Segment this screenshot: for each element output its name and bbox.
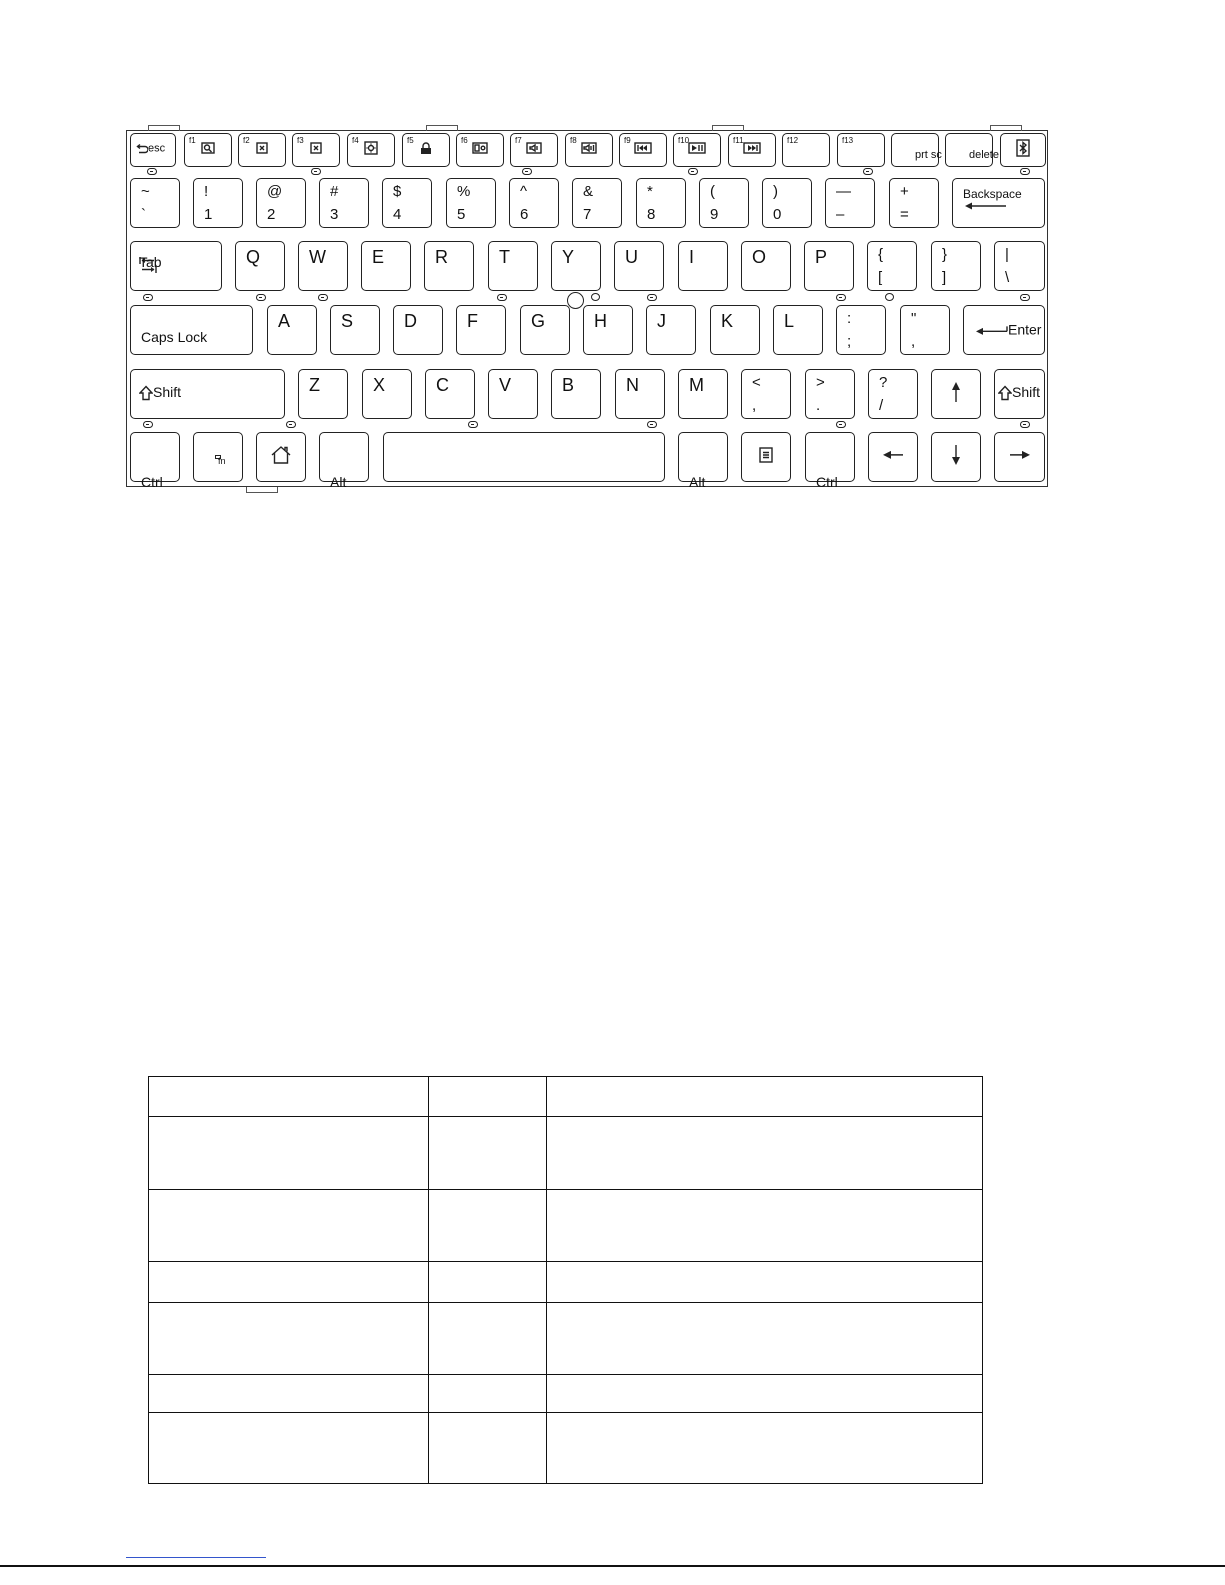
key-o [741,241,791,291]
table-row [149,1077,983,1117]
key-m [678,369,728,419]
table-row [149,1413,983,1484]
play-pause-icon [688,142,706,158]
key-content [950,381,962,407]
key-n [615,369,665,419]
key-content [759,447,773,467]
table-cell [429,1117,547,1190]
table-cell [149,1413,429,1484]
table-cell [547,1190,983,1262]
key-content [270,445,292,469]
key-letter: E [372,247,385,267]
key-symbol [446,178,496,228]
key-letter: Q [246,247,261,267]
key-e [361,241,411,291]
back-arrow-icon [136,144,148,154]
mount-nub [1020,168,1030,175]
key-letter: L [784,311,795,331]
mount-ring [885,293,894,301]
key-enter [963,305,1045,355]
key-l [773,305,823,355]
key-letter: A [278,311,291,331]
display-icon [472,142,488,158]
key-shift [130,369,285,419]
key-y [551,241,601,291]
key-base-symbol: – [836,206,845,223]
table-cell [149,1117,429,1190]
table-cell [547,1375,983,1413]
key-arrow-left [868,432,918,482]
x-box-icon [256,142,268,158]
next-track-icon [743,142,761,158]
x-box-icon [310,142,322,158]
key-home [256,432,306,482]
arrow-right-icon [1009,449,1031,465]
key-base-symbol: 4 [393,206,402,223]
frame-tab [246,487,278,493]
key-f5 [402,133,450,167]
home-icon [270,445,292,469]
key-base-symbol: 5 [457,206,466,223]
key-d [393,305,443,355]
key-base-symbol: 6 [520,206,529,223]
key-r [424,241,474,291]
x-box-icon [310,142,322,154]
shift-icon [139,385,153,401]
menu-icon [759,447,773,463]
left-long-arrow-icon [963,201,1007,213]
mount-nub [143,421,153,428]
key-letter: I [689,247,695,267]
enter-arrow-icon [974,326,1008,336]
arrow-right-icon [1009,449,1031,461]
key-f6 [456,133,504,167]
key-content [139,384,182,403]
key-v [488,369,538,419]
key-label: esc [148,142,166,155]
next-track-icon [743,142,761,154]
key-letter: N [626,375,639,395]
key-fn-label: f5 [407,136,414,145]
table-cell [547,1262,983,1303]
mount-nub [143,294,153,301]
key-symbol [900,305,950,355]
key-arrow-right [994,432,1045,482]
table-cell [547,1077,983,1117]
key-label: fn [218,456,226,466]
arrow-up-icon [950,381,962,403]
frame-tab [712,125,744,131]
key-label: Ctrl [141,474,163,490]
key-letter: X [373,375,386,395]
key-content [998,384,1041,403]
shift-icon [139,385,153,403]
table-row [149,1262,983,1303]
lock-icon [419,142,433,154]
brightness-icon [364,141,378,155]
key-symbol [762,178,812,228]
key-c [425,369,475,419]
key-content [215,455,226,466]
key-content [136,142,166,157]
key-letter: G [531,311,546,331]
key-shift-symbol: % [457,183,471,200]
menu-icon [759,447,773,467]
key-esc [130,133,176,167]
key-shift-symbol: # [330,183,339,200]
pointing-stick [567,292,584,309]
key-shift-symbol: & [583,183,594,200]
key-letter: W [309,247,326,267]
key-i [678,241,728,291]
key-content [974,321,1042,338]
arrow-left-icon [882,449,904,465]
key-delete [945,133,999,167]
table-cell [149,1190,429,1262]
frame-tab [426,125,458,131]
key-base-symbol: \ [1005,269,1010,286]
key-content [1016,139,1030,161]
key-base-symbol: 0 [773,206,782,223]
key-f13 [837,133,885,167]
key-ctrl [130,432,180,490]
key-f4 [347,133,395,167]
table-cell [429,1262,547,1303]
key-f12 [782,133,830,167]
frame-tab [990,125,1022,131]
key-letter: H [594,311,607,331]
key-fn-label: f7 [515,136,522,145]
previous-track-icon [634,142,652,154]
key-base-symbol: 1 [204,206,213,223]
key-f3 [292,133,340,167]
brightness-icon [364,141,378,159]
key-fn-label: f11 [733,136,744,145]
key-symbol [382,178,432,228]
key-symbol [867,241,917,291]
key-symbol [509,178,559,228]
key-f [456,305,506,355]
arrow-down-icon [950,444,962,470]
key-fn-label: f3 [297,136,304,145]
mount-nub [647,294,657,301]
mount-nub [147,168,157,175]
key-fn-label: f12 [787,136,799,145]
key-shift-symbol: | [1005,246,1009,263]
key-label: Ctrl [816,474,838,490]
key-shift-symbol: + [900,183,909,200]
volume-down-icon [526,142,542,158]
key-shift-symbol: ~ [141,183,150,200]
key-f10 [673,133,721,167]
mount-nub [863,168,873,175]
key-shift-symbol: $ [393,183,402,200]
key-shift [994,369,1045,419]
key-k [710,305,760,355]
key-symbol [931,241,981,291]
key-shift-symbol: ( [710,183,715,200]
key-fn-label: f8 [570,136,577,145]
key-symbol [699,178,749,228]
key-fn-label: f2 [243,136,250,145]
key-f11 [728,133,776,167]
search-icon [201,142,215,158]
key-f1 [184,133,232,167]
key-base-symbol: ` [141,206,146,223]
table-row [149,1117,983,1190]
key-j [646,305,696,355]
key-alt [319,432,369,490]
key-symbol [319,178,369,228]
key-arrow-up [931,369,981,419]
key-shift-symbol: @ [267,183,283,200]
arrow-left-icon [882,449,904,461]
key-letter: M [689,375,704,395]
mount-nub [836,294,846,301]
key-letter: K [721,311,734,331]
key-symbol [256,178,306,228]
key-label: Alt [330,474,347,490]
x-box-icon [256,142,268,154]
key-shift-symbol: ! [204,183,209,200]
mount-nub [256,294,266,301]
key-letter: U [625,247,638,267]
table-cell [149,1375,429,1413]
key-f9 [619,133,667,167]
key-ctrl [805,432,855,490]
arrow-up-icon [950,381,962,407]
key-letter: F [467,311,478,331]
key-alt [678,432,728,490]
key-base-symbol: / [879,397,884,414]
key-base-symbol: [ [878,269,883,286]
table-cell [429,1077,547,1117]
spec-table [148,1076,983,1484]
key-space [383,432,665,482]
key-base-symbol: 7 [583,206,592,223]
key-f2 [238,133,286,167]
key-letter: Z [309,375,320,395]
mount-nub [468,421,478,428]
key-letter: O [752,247,767,267]
lock-icon [419,142,433,158]
volume-down-icon [526,142,542,154]
key-letter: P [815,247,828,267]
key-label: prt sc [915,149,942,161]
key-content [1009,449,1031,465]
key-base-symbol: ] [942,269,947,286]
key-fn-label: f9 [624,136,631,145]
key-base-symbol: , [752,397,757,414]
key-fn [193,432,243,482]
key-h [583,305,633,355]
key-f7 [510,133,558,167]
key-b [551,369,601,419]
mount-nub [836,421,846,428]
key-f8 [565,133,613,167]
key-letter: T [499,247,510,267]
key-bluetooth [1000,133,1046,167]
key-shift-symbol: ^ [520,183,528,200]
key-symbol [825,178,875,228]
key-fn-label: f1 [189,136,196,145]
key-fn-label: f4 [352,136,359,145]
arrow-down-icon [950,444,962,466]
key-symbol [741,369,791,419]
back-arrow-icon [136,144,148,157]
key-x [362,369,412,419]
previous-track-icon [634,142,652,158]
key-content [950,444,962,470]
key-letter: C [436,375,449,395]
footer-rule [0,1565,1225,1567]
key-shift-symbol: * [647,183,653,200]
key-base-symbol: 8 [647,206,656,223]
mount-nub [311,168,321,175]
mount-nub [647,421,657,428]
key-base-symbol: . [816,397,821,414]
key-q [235,241,285,291]
key-arrow-down [931,432,981,482]
key-s [330,305,380,355]
mount-nub [286,421,296,428]
table-cell [429,1303,547,1375]
key-tab [130,241,222,291]
key-label: delete [969,149,999,161]
table-row [149,1375,983,1413]
key-base-symbol: = [900,206,909,223]
key-letter: R [435,247,448,267]
key-shift-symbol: { [878,246,884,263]
key-a [267,305,317,355]
volume-up-icon [581,142,597,158]
key-letter: S [341,311,354,331]
key-symbol [868,369,918,419]
key-p [804,241,854,291]
key-fn-label: f13 [842,136,854,145]
volume-up-icon [581,142,597,154]
key-label: Enter [1008,321,1042,338]
mount-nub [497,294,507,301]
search-icon [201,142,215,154]
key-u [614,241,664,291]
key-letter: J [657,311,666,331]
key-shift-symbol: " [911,310,917,327]
key-base-symbol: 9 [710,206,719,223]
mount-ring [591,293,600,301]
table-cell [149,1262,429,1303]
key-shift-symbol: < [752,374,761,391]
key-fn-label: f6 [461,136,468,145]
key-label: Shift [153,384,182,400]
key-backspace [952,178,1045,228]
key-letter: V [499,375,512,395]
mount-nub [1020,294,1030,301]
table-cell [429,1413,547,1484]
key-g [520,305,570,355]
key-label: Tab [139,254,162,270]
key-symbol [636,178,686,228]
mount-nub [522,168,532,175]
key-content [963,187,1022,213]
key-shift-symbol: > [816,374,825,391]
left-long-arrow-icon [963,201,1007,211]
key-symbol [572,178,622,228]
key-symbol [889,178,939,228]
shift-icon [998,385,1012,403]
table-row [149,1303,983,1375]
shift-icon [998,385,1012,401]
table-row [149,1190,983,1262]
mount-nub [1020,421,1030,428]
mount-nub [688,168,698,175]
key-z [298,369,348,419]
key-base-symbol: , [911,333,916,350]
key-shift-symbol: : [847,310,852,327]
key-base-symbol: 2 [267,206,276,223]
table-cell [149,1077,429,1117]
key-shift-symbol: } [942,246,948,263]
key-fn-label: f10 [678,136,690,145]
key-label: Caps Lock [141,329,208,345]
key-letter: D [404,311,417,331]
table-cell [429,1375,547,1413]
key-letter: B [562,375,575,395]
key-label: Shift [1012,384,1041,400]
key-symbol [130,178,180,228]
key-symbol [994,241,1045,291]
table-cell [547,1413,983,1484]
play-pause-icon [688,142,706,154]
keyboard-diagram [0,0,1225,520]
key-base-symbol: ; [847,333,852,350]
key-shift-symbol: ) [773,183,778,200]
table-cell [547,1303,983,1375]
enter-arrow-icon [974,324,1008,338]
display-icon [472,142,488,154]
key-caps-lock [130,305,253,355]
footer-link-underline [126,1557,266,1558]
key-content [139,254,162,277]
key-label: Alt [689,474,706,490]
key-menu [741,432,791,482]
key-letter: Y [562,247,575,267]
key-shift-symbol: — [836,183,851,200]
mount-nub [318,294,328,301]
table-cell [547,1117,983,1190]
key-w [298,241,348,291]
key-base-symbol: 3 [330,206,339,223]
bluetooth-icon [1016,139,1030,157]
key-shift-symbol: ? [879,374,888,391]
home-icon [270,445,292,465]
key-label: Backspace [963,187,1022,201]
key-symbol [836,305,886,355]
table-cell [149,1303,429,1375]
key-symbol [805,369,855,419]
key-symbol [193,178,243,228]
key-prt-sc [891,133,942,167]
table-cell [429,1190,547,1262]
key-content [882,449,904,465]
frame-tab [148,125,180,131]
bluetooth-icon [1016,139,1030,161]
key-t [488,241,538,291]
